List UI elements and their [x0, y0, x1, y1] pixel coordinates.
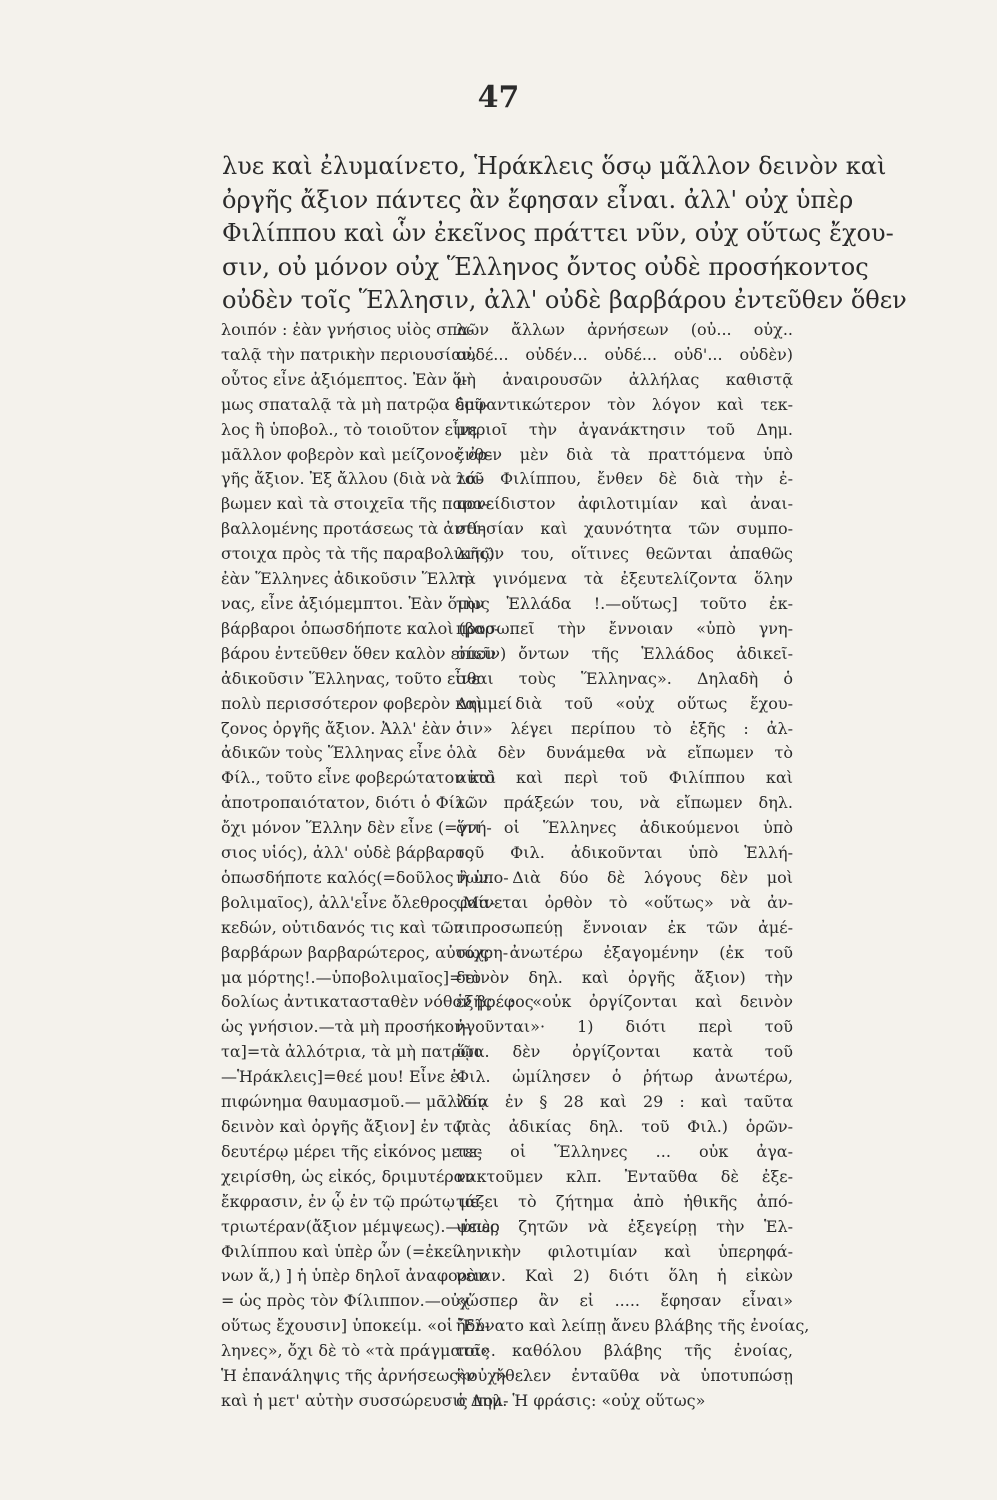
commentary-line: τα]=τὰ ἀλλότρια, τὰ μὴ πατρῷα.: [221, 1042, 490, 1062]
commentary-line: τοῖς καθόλου βλάβης τῆς ἐνοίας,: [456, 1341, 793, 1361]
commentary-line: Ἡ ἐπανάληψις τῆς ἀρνήσεως«οὐχ»: [221, 1366, 507, 1386]
commentary-line: ἐμφαντικώτερον τὸν λόγον καὶ τεκ-: [456, 394, 793, 414]
commentary-line: ἰδίᾳ ἐν § 28 καὶ 29 : καὶ ταῦτα: [456, 1092, 793, 1112]
page-number: 47: [477, 80, 520, 115]
commentary-line: μᾶλλον φοβερὸν καὶ μείζονος ὀρ-: [221, 444, 493, 464]
commentary-line: ὄχι μόνον Ἕλλην δὲν εἶνε (=γνή-: [221, 818, 492, 838]
main-text-line: σιν, οὐ μόνον οὐχ Ἕλληνος ὄντος οὐδὲ προσήκοντος: [222, 252, 869, 281]
commentary-line: Δημ. διὰ τοῦ «οὐχ οὕτως ἔχου-: [456, 693, 793, 713]
commentary-line: λοιπόν : ἐὰν γνήσιος υἱὸς σπα-: [221, 320, 474, 339]
commentary-line: μηριοῖ τὴν ἀγανάκτησιν τοῦ Δημ.: [456, 419, 793, 439]
commentary-line: βωμεν καὶ τὰ στοιχεῖα τῆς παρα-: [221, 494, 489, 514]
commentary-line: χειρίσθη, ὡς εἰκός, δριμυτέραν: [221, 1166, 475, 1186]
commentary-line: —Ἡράκλεις]=θεέ μου! Εἶνε ἐ-: [221, 1067, 465, 1087]
commentary-line: Φίλ., τοῦτο εἶνε φοβερώτατον καὶ: [221, 768, 497, 788]
commentary-line: σθαι τοὺς Ἕλληνας». Δηλαδὴ ὁ: [456, 668, 793, 688]
commentary-line: σίων ὄντων τῆς Ἑλλάδος ἀδικεῖ-: [456, 643, 793, 663]
commentary-line: τοῦ Φιλίππου, ἔνθεν δὲ διὰ τὴν ἐ-: [456, 469, 793, 489]
commentary-line: ζονος ὀργῆς ἄξιον. Ἀλλ' ἐὰν ὁ: [221, 718, 466, 738]
commentary-line: ὅτι δὲν ὀργίζονται κατὰ τοῦ: [456, 1042, 793, 1062]
main-text-line: Φιλίππου καὶ ὧν ἐκεῖνος πράττει νῦν, οὐχ οὕτως ἔχου-: [222, 219, 894, 247]
commentary-line: σιν» λέγει περίπου τὸ ἑξῆς : ἀλ-: [456, 718, 793, 738]
commentary-line: οὕτως ἔχουσιν] ὑποκείμ. «οἱ Ἕλ-: [221, 1316, 491, 1336]
commentary-line: καὶ ἡ μετ' αὐτὴν συσσώρευσις πολ-: [221, 1390, 509, 1410]
commentary-line: ὡς γνήσιον.—τὰ μὴ προσήκον-: [221, 1017, 470, 1037]
commentary-line: νας, εἶνε ἀξιόμεμπτοι. Ἐὰν ὅμως: [221, 593, 490, 613]
commentary-line: τὰ γινόμενα τὰ ἐξευτελίζοντα ὅλην: [456, 569, 793, 589]
commentary-line: γῆς ἄξιον. Ἐξ ἄλλου (διὰ νὰ λά-: [221, 469, 483, 489]
commentary-line: ληνες», ὄχι δὲ τὸ «τὰ πράγματα».: [221, 1341, 496, 1361]
commentary-right-column: [456, 318, 810, 1414]
commentary-line: βάρβαροι ὁπωσδήποτε καλοὶ (βαρ-: [221, 618, 500, 638]
commentary-left-column: [221, 318, 534, 1414]
commentary-line: βαλλομένης προτάσεως τὰ ἀντί-: [221, 519, 485, 539]
commentary-line: οὐδέ... οὐδέν... οὐδέ... οὐδ'... οὐδὲν): [456, 344, 793, 364]
commentary-line: = ὡς πρὸς τὸν Φίλιππον.—οὐχ: [221, 1291, 470, 1311]
commentary-line: ὁπωσδήποτε καλός(=δοῦλος ἢ ὑπο-: [221, 867, 509, 887]
commentary-line: πιφώνημα θαυμασμοῦ.— μᾶλλον: [221, 1092, 487, 1112]
commentary-line: δολίως ἀντικατασταθὲν νόθον βρέφος: [221, 992, 534, 1012]
commentary-line: δευτέρῳ μέρει τῆς εἰκόνος μετε-: [221, 1141, 483, 1161]
commentary-line: ὅτι οἱ Ἕλληνες ἀδικούμενοι ὑπὸ: [456, 818, 793, 838]
commentary-line: ὁ Δημ. Ἡ φράσις: «οὐχ οὕτως»: [456, 1390, 706, 1410]
commentary-line: ἐὰν Ἕλληνες ἀδικοῦσιν Ἕλλη-: [221, 569, 474, 589]
commentary-line: ἑξῆς : «οὐκ ὀργίζονται καὶ δεινὸν: [456, 992, 793, 1012]
commentary-line: λῶν ἄλλων ἀρνήσεων (οὐ... οὐχ..: [456, 320, 793, 339]
commentary-line: δεινὸν καὶ ὀργῆς ἄξιον] ἐν τῷ: [221, 1117, 466, 1136]
commentary-line: σιος υἱός), ἀλλ' οὐδὲ βάρβαρος: [221, 843, 474, 863]
commentary-line: τῶν πράξεών του, νὰ εἴπωμεν δηλ.: [456, 793, 793, 813]
commentary-line: βάρου ἐντεῦθεν ὅθεν καλὸν εἰπεῖν): [221, 643, 507, 663]
commentary-line: κεδών, οὐτιδανός τις καὶ τῶν: [221, 917, 464, 937]
commentary-line: ἀποτροπαιότατον, διότι ὁ Φίλ.: [221, 793, 471, 813]
main-text: [222, 150, 907, 318]
commentary-line: «ὥσπερ ἂν εἰ ..... ἔφησαν εἶναι»: [456, 1291, 793, 1311]
commentary-line: ληνικὴν φιλοτιμίαν καὶ ὑπερηφά-: [456, 1241, 793, 1261]
commentary-line: μα μόρτης!.—ὑποβολιμαῖος]=τὸ: [221, 967, 482, 987]
commentary-line: λὰ δὲν δυνάμεθα νὰ εἴπωμεν τὸ: [456, 743, 793, 763]
commentary-line: τριωτέραν(ἄξιον μέμψεως).—ὑπὲρ: [221, 1216, 500, 1236]
commentary-line: ἠδύνατο καὶ λείπῃ ἄνευ βλάβης τῆς ἐνοίας,: [456, 1316, 810, 1336]
commentary-line: τοῦ Φιλ. ἀδικοῦνται ὑπὸ Ἑλλή-: [456, 843, 793, 863]
commentary-line: ἀδικῶν τοὺς Ἕλληνας εἶνε ὁ: [221, 743, 457, 763]
commentary-line: νειαν. Καὶ 2) διότι ὅλη ἡ εἰκὼν: [456, 1266, 793, 1286]
commentary-line: ἡγοῦνται»· 1) διότι περὶ τοῦ: [456, 1017, 793, 1037]
commentary-line: σως ἀνωτέρω ἐξαγομένην (ἐκ τοῦ: [456, 942, 793, 962]
commentary-line: ἣν ἤθελεν ἐνταῦθα νὰ ὑποτυπώσῃ: [456, 1366, 793, 1386]
commentary-line: λος ἢ ὑποβολ., τὸ τοιοῦτον εἶνε: [221, 419, 478, 439]
commentary-line: ψεως ζητῶν νὰ ἐξεγείρῃ τὴν Ἑλ-: [456, 1216, 793, 1236]
commentary-line: στοιχα πρὸς τὰ τῆς παραβολικῆς): [221, 544, 495, 564]
commentary-line: ἔκφρασιν, ἐν ᾧ ἐν τῷ πρώτῳ με-: [221, 1191, 485, 1211]
commentary-line: νακτοῦμεν κλπ. Ἐνταῦθα δὲ ἐξε-: [456, 1166, 793, 1186]
main-text-line: οὐδὲν τοῖς Ἕλλησιν, ἀλλ' οὐδὲ βαρβάρου ἐντεῦθεν ὅθεν: [222, 286, 907, 314]
commentary-line: Φιλ. ὡμίλησεν ὁ ῥήτωρ ἀνωτέρω,: [456, 1067, 793, 1087]
commentary-line: Φιλίππου καὶ ὑπὲρ ὧν (=ἐκεί-: [221, 1241, 464, 1261]
commentary-line: νων. Διὰ δύο δὲ λόγους δὲν μοὶ: [456, 867, 793, 887]
commentary-line: αὐτὸ καὶ περὶ τοῦ Φιλίππου καὶ: [456, 768, 793, 788]
commentary-line: πονείδιστον ἀφιλοτιμίαν καὶ ἀναι-: [456, 494, 793, 514]
commentary-line: νων ἅ,) ] ἡ ὑπὲρ δηλοῖ ἀναφορὰν: [221, 1266, 488, 1286]
commentary-line: μως σπαταλᾷ τὰ μὴ πατρῷα δοῦ-: [221, 394, 490, 414]
commentary-line: βαρβάρων βαρβαρώτερος, αὐτόχρη-: [221, 942, 509, 962]
commentary-line: ταλᾷ τὴν πατρικὴν περιουσίαν,: [221, 344, 477, 364]
commentary-line: πολὺ περισσότερον φοβερὸν καὶ μεί: [221, 693, 513, 713]
commentary-line: οὗτος εἶνε ἀξιόμεπτος. Ἐὰν ὅ-: [221, 369, 468, 389]
commentary-line: τάζει τὸ ζήτημα ἀπὸ ἠθικῆς ἀπό-: [456, 1191, 793, 1211]
commentary-line: τὴν Ἑλλάδα !.—οὕτως] τοῦτο ἐκ-: [456, 593, 793, 613]
main-text-line: λυε καὶ ἐλυμαίνετο, Ἡράκλεις ὅσῳ μᾶλλον δεινὸν καὶ: [222, 152, 887, 180]
commentary-line: ἔνθεν μὲν διὰ τὰ πραττόμενα ὑπὸ: [456, 444, 793, 464]
commentary-line: τες οἱ Ἕλληνες ... οὐκ ἀγα-: [456, 1141, 793, 1161]
commentary-line: μὴ ἀναιρουσῶν ἀλλήλας καθιστᾷ: [456, 369, 793, 389]
main-text-line: ὀργῆς ἄξιον πάντες ἂν ἔφησαν εἶναι. ἀλλ' οὐχ ὑπὲρ: [222, 185, 854, 214]
commentary-line: φαίνεται ὀρθὸν τὸ «οὕτως» νὰ ἀν-: [456, 892, 793, 912]
commentary-line: σθησίαν καὶ χαυνότητα τῶν συμπο-: [456, 519, 793, 539]
commentary-line: λιτῶν του, οἵτινες θεῶνται ἀπαθῶς: [456, 544, 793, 564]
commentary-line: βολιμαῖος), ἀλλ'εἶνε ὄλεθρος Μα-: [221, 892, 496, 912]
commentary-line: τιπροσωπεύῃ ἔννοιαν ἐκ τῶν ἀμέ-: [456, 917, 793, 937]
commentary-line: δεινὸν δηλ. καὶ ὀργῆς ἄξιον) τὴν: [456, 967, 793, 987]
commentary-line: (τὰς ἀδικίας δηλ. τοῦ Φιλ.) ὁρῶν-: [456, 1117, 793, 1136]
commentary-line: προσωπεῖ τὴν ἔννοιαν «ὑπὸ γνη-: [456, 618, 793, 638]
commentary-line: ἀδικοῦσιν Ἕλληνας, τοῦτο εἶνε: [221, 668, 480, 688]
